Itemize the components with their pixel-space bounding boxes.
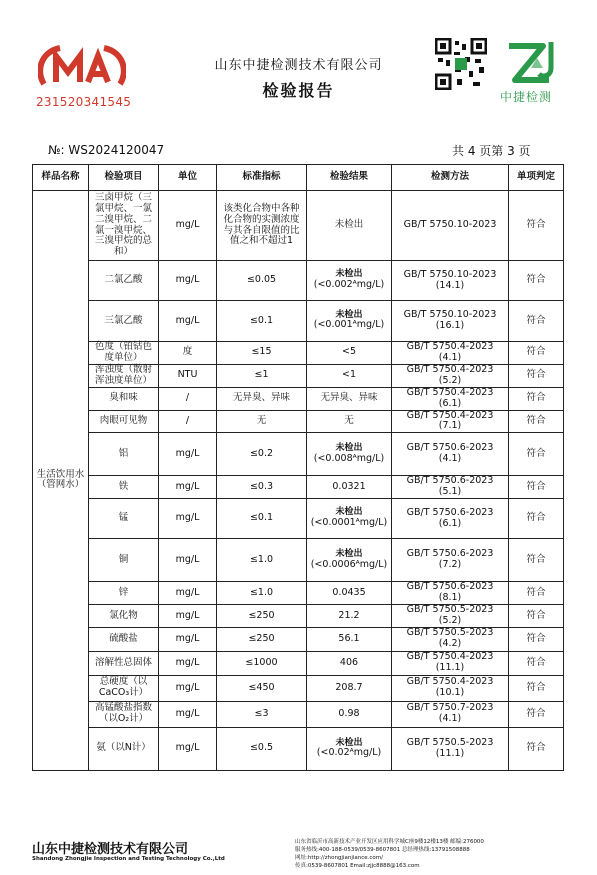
row-verdict: 符合 [509,261,564,301]
method-line: GB/T 5750.6-2023 [406,442,494,454]
result-line: 未检出 [335,737,363,748]
method-line: GB/T 5750.10-2023 [403,309,497,321]
footer-phone: 服务热线:400-188-0539/0539-8607801 总经理热线:13791508888 [295,847,470,853]
result-detail: (<0.0006ᴬmg/L) [310,558,388,570]
qr-code-icon [435,38,487,90]
row-verdict: 符合 [509,387,564,410]
row-standard: 无异臭、异味 [217,387,307,410]
row-unit: / [159,410,217,433]
row-method [392,387,509,410]
table-row [33,582,564,605]
row-result [307,539,392,582]
table-row [33,499,564,539]
row-result: <1 [307,364,392,387]
result-line: 未检出 [335,309,363,320]
result-detail: (<0.008ᴬmg/L) [313,452,385,464]
header-sample: 样品名称 [33,165,89,191]
row-verdict: 符合 [509,342,564,365]
method-clause: (5.1) [438,486,462,498]
row-verdict: 符合 [509,433,564,476]
table-row [33,605,564,628]
method-clause: (5.2) [438,374,462,386]
footer-company-cn: 山东中捷检测技术有限公司 [32,842,189,857]
header-method: 检测方法 [392,165,509,191]
row-result: 406 [307,651,392,675]
row-result: 无 [307,410,392,433]
row-unit: mg/L [159,651,217,675]
row-method [392,476,509,499]
footer-website[interactable]: 网址:http://zhongjianjiance.com/ [295,855,383,861]
table-row [33,675,564,701]
method-clause: (7.1) [438,420,462,432]
header-item: 检验项目 [89,165,159,191]
row-method [392,342,509,365]
table-row [33,627,564,651]
row-verdict: 符合 [509,675,564,701]
row-verdict: 符合 [509,582,564,605]
table-row [33,301,564,342]
method-clause: (5.2) [438,614,462,626]
method-line: GB/T 5750.4-2023 [406,651,494,663]
row-standard: ≤450 [217,675,307,701]
row-method [392,675,509,701]
row-method [392,301,509,342]
row-item: 铝 [89,433,159,476]
row-standard: ≤1 [217,364,307,387]
result-line: 未检出 [335,442,363,453]
row-result: 无异臭、异味 [307,387,392,410]
row-unit: mg/L [159,582,217,605]
method-line: GB/T 5750.4-2023 [406,363,494,375]
method-clause: (14.1) [435,279,465,291]
cma-cert-number: 231520341545 [36,95,132,109]
row-standard: 该类化合物中各种化合物的实测浓度与其各自限值的比值之和不超过1 [217,191,307,261]
row-unit: mg/L [159,476,217,499]
row-standard: ≤0.05 [217,261,307,301]
row-verdict: 符合 [509,539,564,582]
row-method [392,701,509,727]
header-standard: 标准指标 [217,165,307,191]
method-clause: (11.1) [435,662,465,674]
method-clause: (8.1) [438,592,462,604]
method-clause: (4.1) [438,713,462,725]
header-verdict: 单项判定 [509,165,564,191]
footer-company-en: Shandong Zhongjie Inspection and Testing Technology Co.,Ltd [32,856,225,862]
row-item: 氨（以N计） [89,727,159,770]
row-result [307,727,392,770]
row-result: 0.0435 [307,582,392,605]
row-unit: mg/L [159,675,217,701]
method-line: GB/T 5750.7-2023 [406,702,494,714]
row-unit: mg/L [159,605,217,628]
page-info: 共 4 页第 3 页 [452,144,531,158]
table-row [33,191,564,261]
method-clause: (4.1) [438,453,462,465]
row-standard: ≤3 [217,701,307,727]
row-item: 三卤甲烷（三氯甲烷、一氯二溴甲烷、二氯一溴甲烷、三溴甲烷的总和） [89,191,159,261]
method-line: GB/T 5750.5-2023 [406,604,494,616]
table-row [33,433,564,476]
method-clause: (6.1) [438,517,462,529]
result-detail: (<0.02ᴬmg/L) [316,747,382,759]
row-result: 未检出 [307,191,392,261]
row-item: 色度（铂钴色度单位） [89,342,159,365]
table-row [33,261,564,301]
row-standard: ≤0.2 [217,433,307,476]
row-item: 氯化物 [89,605,159,628]
company-name: 山东中捷检测技术有限公司 [214,58,383,73]
header-unit: 单位 [159,165,217,191]
row-unit: mg/L [159,433,217,476]
row-method [392,651,509,675]
row-verdict: 符合 [509,651,564,675]
row-verdict: 符合 [509,410,564,433]
row-method [392,539,509,582]
row-method [392,499,509,539]
row-item: 浑浊度（散射浑浊度单位） [89,364,159,387]
report-title: 检验报告 [262,81,335,100]
row-method [392,410,509,433]
header-result: 检验结果 [307,165,392,191]
table-row [33,342,564,365]
inspection-table [32,164,564,771]
row-item: 三氯乙酸 [89,301,159,342]
row-method [392,433,509,476]
method-clause: (11.1) [435,747,465,759]
row-verdict: 符合 [509,364,564,387]
row-verdict: 符合 [509,499,564,539]
row-standard: ≤0.5 [217,727,307,770]
method-line: GB/T 5750.4-2023 [406,386,494,398]
row-item: 臭和味 [89,387,159,410]
table-row [33,727,564,770]
row-item: 二氯乙酸 [89,261,159,301]
method-clause: (10.1) [435,687,465,699]
row-item: 肉眼可见物 [89,410,159,433]
method-clause: (7.2) [438,559,462,571]
row-verdict: 符合 [509,605,564,628]
method-line: GB/T 5750.4-2023 [406,409,494,421]
table-row [33,701,564,727]
row-method: GB/T 5750.10-2023 [392,191,509,261]
row-item: 溶解性总固体 [89,651,159,675]
row-item: 硫酸盐 [89,627,159,651]
row-item: 铜 [89,539,159,582]
row-standard: ≤0.3 [217,476,307,499]
method-clause: (6.1) [438,397,462,409]
result-line: 未检出 [335,507,363,518]
footer-address: 山东省临沂市高新技术产业开发区应用科学城C座9楼12楼13楼 邮编:276000 [295,839,484,845]
row-verdict: 符合 [509,627,564,651]
sample-name: 生活饮用水（管网水） [33,191,89,771]
footer-contact: 传真:0539-8607801 Email:zjjc8888@163.com [295,863,420,869]
table-row [33,387,564,410]
result-detail: (<0.001ᴬmg/L) [313,319,385,331]
result-detail: (<0.0001ᴬmg/L) [310,517,388,529]
method-clause: (16.1) [435,320,465,331]
method-line: GB/T 5750.4-2023 [406,341,494,352]
row-item: 锰 [89,499,159,539]
method-line: GB/T 5750.6-2023 [406,475,494,487]
row-item: 高锰酸盐指数（以O₂计） [89,701,159,727]
row-unit: mg/L [159,727,217,770]
row-result: 208.7 [307,675,392,701]
method-clause: (4.1) [438,351,462,363]
table-row [33,539,564,582]
row-standard: 无 [217,410,307,433]
row-standard: ≤1.0 [217,582,307,605]
row-method [392,261,509,301]
row-result [307,433,392,476]
row-method [392,582,509,605]
row-result [307,499,392,539]
method-line: GB/T 5750.6-2023 [406,506,494,518]
method-line: GB/T 5750.5-2023 [406,736,494,748]
row-unit: mg/L [159,301,217,342]
row-result [307,261,392,301]
row-result: 56.1 [307,627,392,651]
row-verdict: 符合 [509,191,564,261]
row-method [392,605,509,628]
row-result: 0.98 [307,701,392,727]
row-verdict: 符合 [509,701,564,727]
method-clause: (4.2) [438,638,462,650]
table-row [33,410,564,433]
row-item: 铁 [89,476,159,499]
row-result [307,301,392,342]
row-unit: 度 [159,342,217,365]
row-unit: mg/L [159,539,217,582]
table-header-row [33,165,564,191]
row-result: 0.0321 [307,476,392,499]
table-row [33,364,564,387]
row-unit: mg/L [159,261,217,301]
row-item: 锌 [89,582,159,605]
table-row [33,476,564,499]
result-line: 未检出 [335,269,363,280]
row-method [392,364,509,387]
method-line: GB/T 5750.6-2023 [406,548,494,560]
row-standard: ≤250 [217,605,307,628]
result-line: 未检出 [335,548,363,559]
row-standard: ≤250 [217,627,307,651]
method-line: GB/T 5750.6-2023 [406,581,494,593]
row-standard: ≤0.1 [217,301,307,342]
row-unit: mg/L [159,627,217,651]
row-item: 总硬度（以CaCO₃计） [89,675,159,701]
row-result: <5 [307,342,392,365]
row-standard: ≤0.1 [217,499,307,539]
row-unit: mg/L [159,701,217,727]
row-unit: NTU [159,364,217,387]
method-line: GB/T 5750.10-2023 [403,268,497,280]
row-unit: mg/L [159,499,217,539]
row-result: 21.2 [307,605,392,628]
row-standard: ≤1000 [217,651,307,675]
row-unit: / [159,387,217,410]
row-method [392,627,509,651]
row-verdict: 符合 [509,301,564,342]
row-method [392,727,509,770]
row-verdict: 符合 [509,727,564,770]
method-line: GB/T 5750.4-2023 [406,676,494,688]
result-detail: (<0.002ᴬmg/L) [313,278,385,290]
table-row [33,651,564,675]
row-verdict: 符合 [509,476,564,499]
brand-text: 中捷检测 [500,90,553,104]
zhongjie-logo [505,38,563,88]
report-number: №: WS2024120047 [48,143,165,157]
row-unit: mg/L [159,191,217,261]
row-standard: ≤1.0 [217,539,307,582]
row-standard: ≤15 [217,342,307,365]
method-line: GB/T 5750.5-2023 [406,627,494,639]
